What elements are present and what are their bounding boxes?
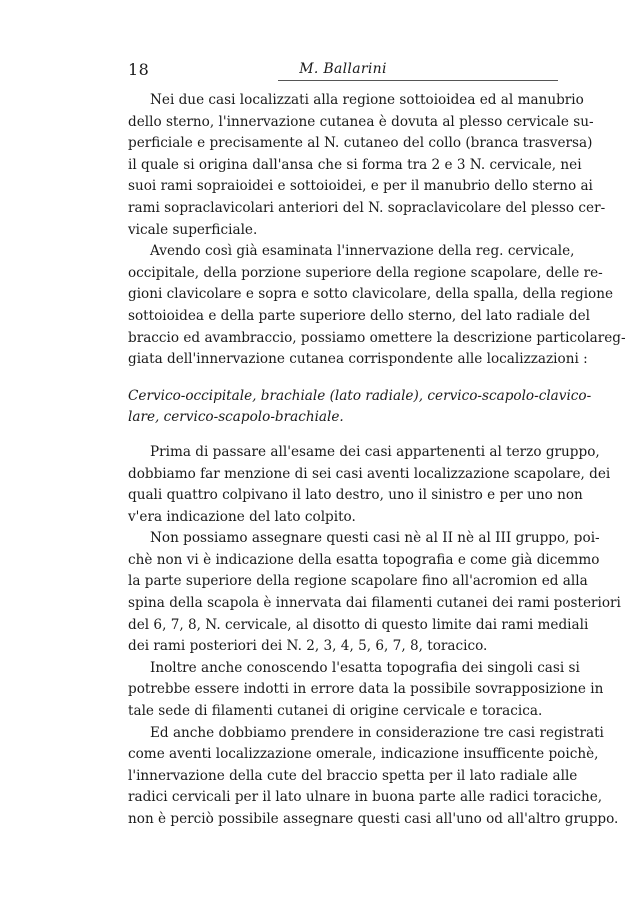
page-number: 18 xyxy=(128,60,150,79)
text-line: giata dell'innervazione cutanea corrispondente alle localizzazioni : xyxy=(128,351,588,368)
text-line: il quale si origina dall'ansa che si forma tra 2 e 3 N. cervicale, nei xyxy=(128,156,582,173)
text-line: dobbiamo far menzione di sei casi aventi localizzazione scapolare, dei xyxy=(128,465,611,482)
text-line: sottoioidea e della parte superiore dello sterno, del lato radiale del xyxy=(128,307,590,324)
text-line: non è perciò possibile assegnare questi casi all'uno od all'altro gruppo. xyxy=(128,811,619,827)
text-line: Ed anche dobbiamo prendere in considerazione tre casi registrati xyxy=(150,724,604,741)
text-line: Nei due casi localizzati alla regione sottoioidea ed al manubrio xyxy=(150,92,584,108)
text-line: v'era indicazione del lato colpito. xyxy=(128,508,356,525)
text-line: tale sede di filamenti cutanei di origine cervicale e toracica. xyxy=(128,703,543,720)
text-line: dei rami posteriori dei N. 2, 3, 4, 5, 6, 7, 8, toracico. xyxy=(128,638,488,655)
text-line: del 6, 7, 8, N. cervicale, al disotto di questo limite dai rami mediali xyxy=(128,616,589,633)
text-line: Non possiamo assegnare questi casi nè al II nè al III gruppo, poi- xyxy=(150,530,600,547)
text-line: l'innervazione della cute del braccio spetta per il lato radiale alle xyxy=(128,767,578,784)
paragraph-5 xyxy=(128,658,604,723)
text-line: spina della scapola è innervata dai filamenti cutanei dei rami posteriori xyxy=(128,595,621,612)
text-line: Inoltre anche conoscendo l'esatta topografia dei singoli casi si xyxy=(150,659,580,676)
section-heading xyxy=(128,386,592,429)
text-line: occipitale, della porzione superiore della regione scapolare, delle re- xyxy=(128,264,603,281)
text-line: potrebbe essere indotti in errore data la possibile sovrapposizione in xyxy=(128,681,604,698)
text-line: gioni clavicolare e sopra e sotto clavicolare, della spalla, della regione xyxy=(128,286,614,303)
paragraph-1 xyxy=(128,90,606,241)
running-head-author: M. Ballarini xyxy=(299,61,387,77)
text-line: chè non vi è indicazione della esatta topografia e come già dicemmo xyxy=(128,551,600,568)
text-line: la parte superiore della regione scapolare fino all'acromion ed alla xyxy=(128,573,588,590)
heading-line: lare, cervico-scapolo-brachiale. xyxy=(128,409,344,426)
paragraph-6 xyxy=(128,723,619,831)
text-line: dello sterno, l'innervazione cutanea è dovuta al plesso cervicale su- xyxy=(128,113,594,130)
text-line: rami sopraclavicolari anteriori del N. sopraclavicolare del plesso cer- xyxy=(128,199,606,216)
text-line: vicale superficiale. xyxy=(128,221,258,238)
paragraph-3 xyxy=(128,442,611,528)
paragraph-2 xyxy=(128,241,626,371)
text-line: radici cervicali per il lato ulnare in buona parte alle radici toraciche, xyxy=(128,789,603,806)
body-text xyxy=(128,90,626,831)
text-line: Prima di passare all'esame dei casi appartenenti al terzo gruppo, xyxy=(150,443,600,460)
text-line: braccio ed avambraccio, possiamo omettere la descrizione particolareg- xyxy=(128,329,626,346)
text-line: Avendo così già esaminata l'innervazione della reg. cervicale, xyxy=(150,243,575,260)
page-header xyxy=(128,60,558,84)
header-rule xyxy=(278,80,558,81)
text-line: come aventi localizzazione omerale, indicazione insufficente poichè, xyxy=(128,746,599,763)
text-line: suoi rami sopraioidei e sottoioidei, e per il manubrio dello sterno ai xyxy=(128,178,593,195)
paragraph-4 xyxy=(128,528,621,658)
text-line: perficiale e precisamente al N. cutaneo del collo (branca trasversa) xyxy=(128,135,593,152)
text-line: quali quattro colpivano il lato destro, uno il sinistro e per uno non xyxy=(128,487,583,504)
heading-line: Cervico-occipitale, brachiale (lato radiale), cervico-scapolo-clavico- xyxy=(128,387,592,404)
